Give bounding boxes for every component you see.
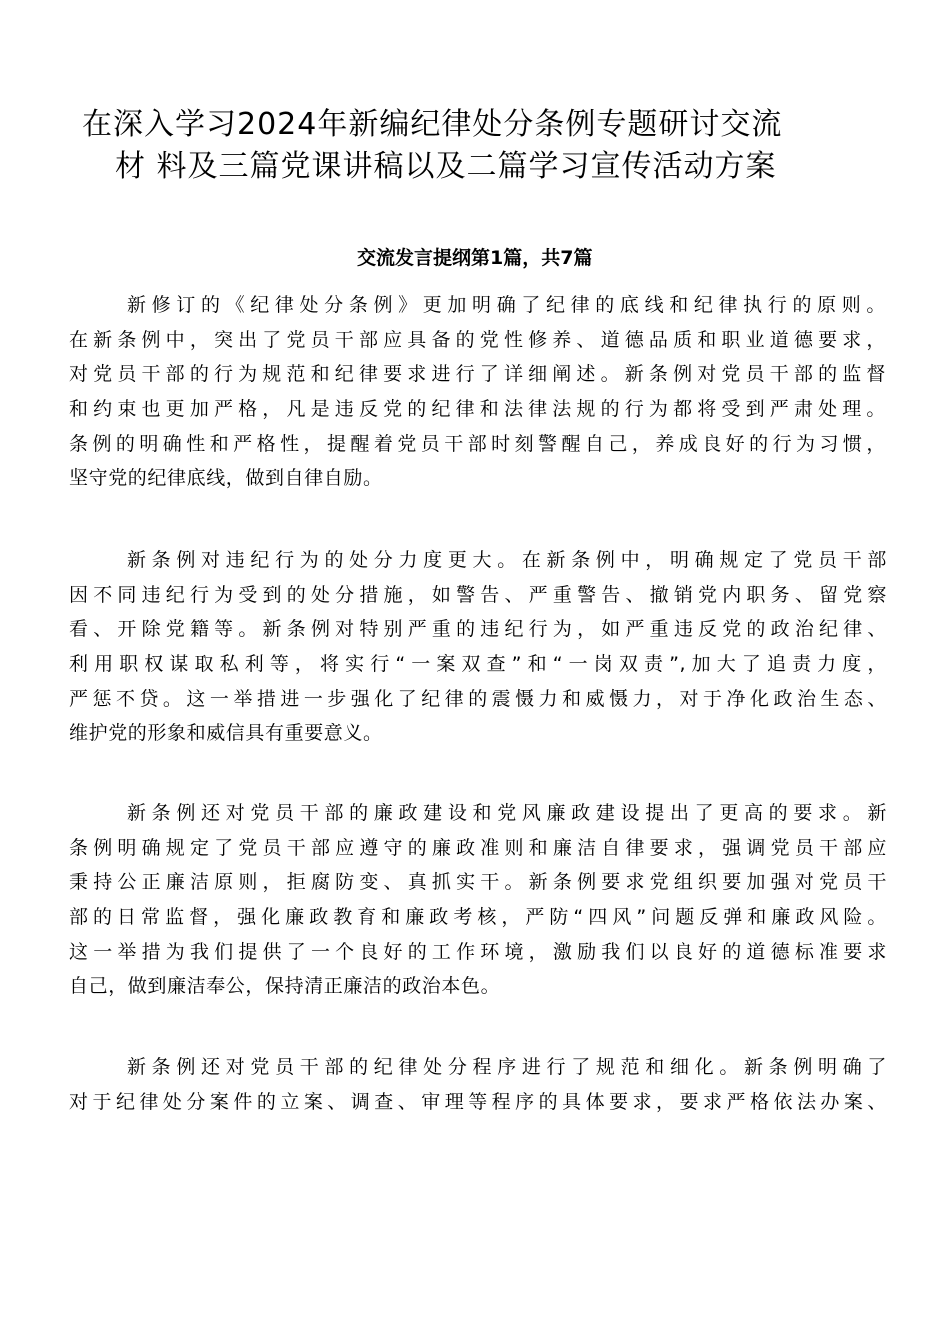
paragraph-line: 条例的明确性和严格性，提醒着党员干部时刻警醒自己，养成良好的行为习惯， <box>69 432 886 455</box>
paragraph-line: 和约束也更加严格，凡是违反党的纪律和法律法规的行为都将受到严肃处理。 <box>69 398 886 421</box>
document-title-line-2: 材 料及三篇党课讲稿以及二篇学习宣传活动方案 <box>115 149 777 184</box>
paragraph-line: 严惩不贷。这一举措进一步强化了纪律的震慑力和威慑力，对于净化政治生态、 <box>69 687 887 710</box>
paragraph-1 <box>69 288 886 496</box>
section-subtitle: 交流发言提纲第1篇，共7篇 <box>357 247 593 269</box>
paragraph-line: 在新条例中，突出了党员干部应具备的党性修养、道德品质和职业道德要求， <box>69 328 886 351</box>
paragraph-line: 新条例还对党员干部的纪律处分程序进行了规范和细化。新条例明确了 <box>127 1056 887 1078</box>
paragraph-line: 坚守党的纪律底线，做到自律自励。 <box>69 467 383 490</box>
paragraph-line: 对于纪律处分案件的立案、调查、审理等程序的具体要求，要求严格依法办案、 <box>69 1090 887 1113</box>
document-title-line-1: 在深入学习2024年新编纪律处分条例专题研讨交流 <box>82 107 783 142</box>
paragraph-line: 对党员干部的行为规范和纪律要求进行了详细阐述。新条例对党员干部的监督 <box>69 363 886 386</box>
paragraph-line: 部的日常监督，强化廉政教育和廉政考核，严防“四风”问题反弹和廉政风险。 <box>69 906 887 929</box>
paragraph-line: 维护党的形象和威信具有重要意义。 <box>69 722 383 745</box>
paragraph-4 <box>69 1050 887 1119</box>
paragraph-line: 利用职权谋取私利等，将实行“一案双查”和“一岗双责”,加大了追责力度， <box>69 653 887 676</box>
paragraph-line: 条例明确规定了党员干部应遵守的廉政准则和廉洁自律要求，强调党员干部应 <box>69 836 887 859</box>
paragraph-line: 看、开除党籍等。新条例对特别严重的违纪行为，如严重违反党的政治纪律、 <box>69 618 887 641</box>
paragraph-line: 新修订的《纪律处分条例》更加明确了纪律的底线和纪律执行的原则。 <box>127 294 886 316</box>
paragraph-line: 因不同违纪行为受到的处分措施，如警告、严重警告、撤销党内职务、留党察 <box>69 583 887 606</box>
paragraph-line: 秉持公正廉洁原则，拒腐防变、真抓实干。新条例要求党组织要加强对党员干 <box>69 871 887 894</box>
paragraph-2 <box>69 543 887 751</box>
paragraph-line: 自己，做到廉洁奉公，保持清正廉洁的政治本色。 <box>69 975 501 998</box>
paragraph-line: 新条例对违纪行为的处分力度更大。在新条例中，明确规定了党员干部 <box>127 549 887 571</box>
paragraph-line: 新条例还对党员干部的廉政建设和党风廉政建设提出了更高的要求。新 <box>127 802 887 824</box>
paragraph-3 <box>69 796 887 1004</box>
paragraph-line: 这一举措为我们提供了一个良好的工作环境，激励我们以良好的道德标准要求 <box>69 940 887 963</box>
